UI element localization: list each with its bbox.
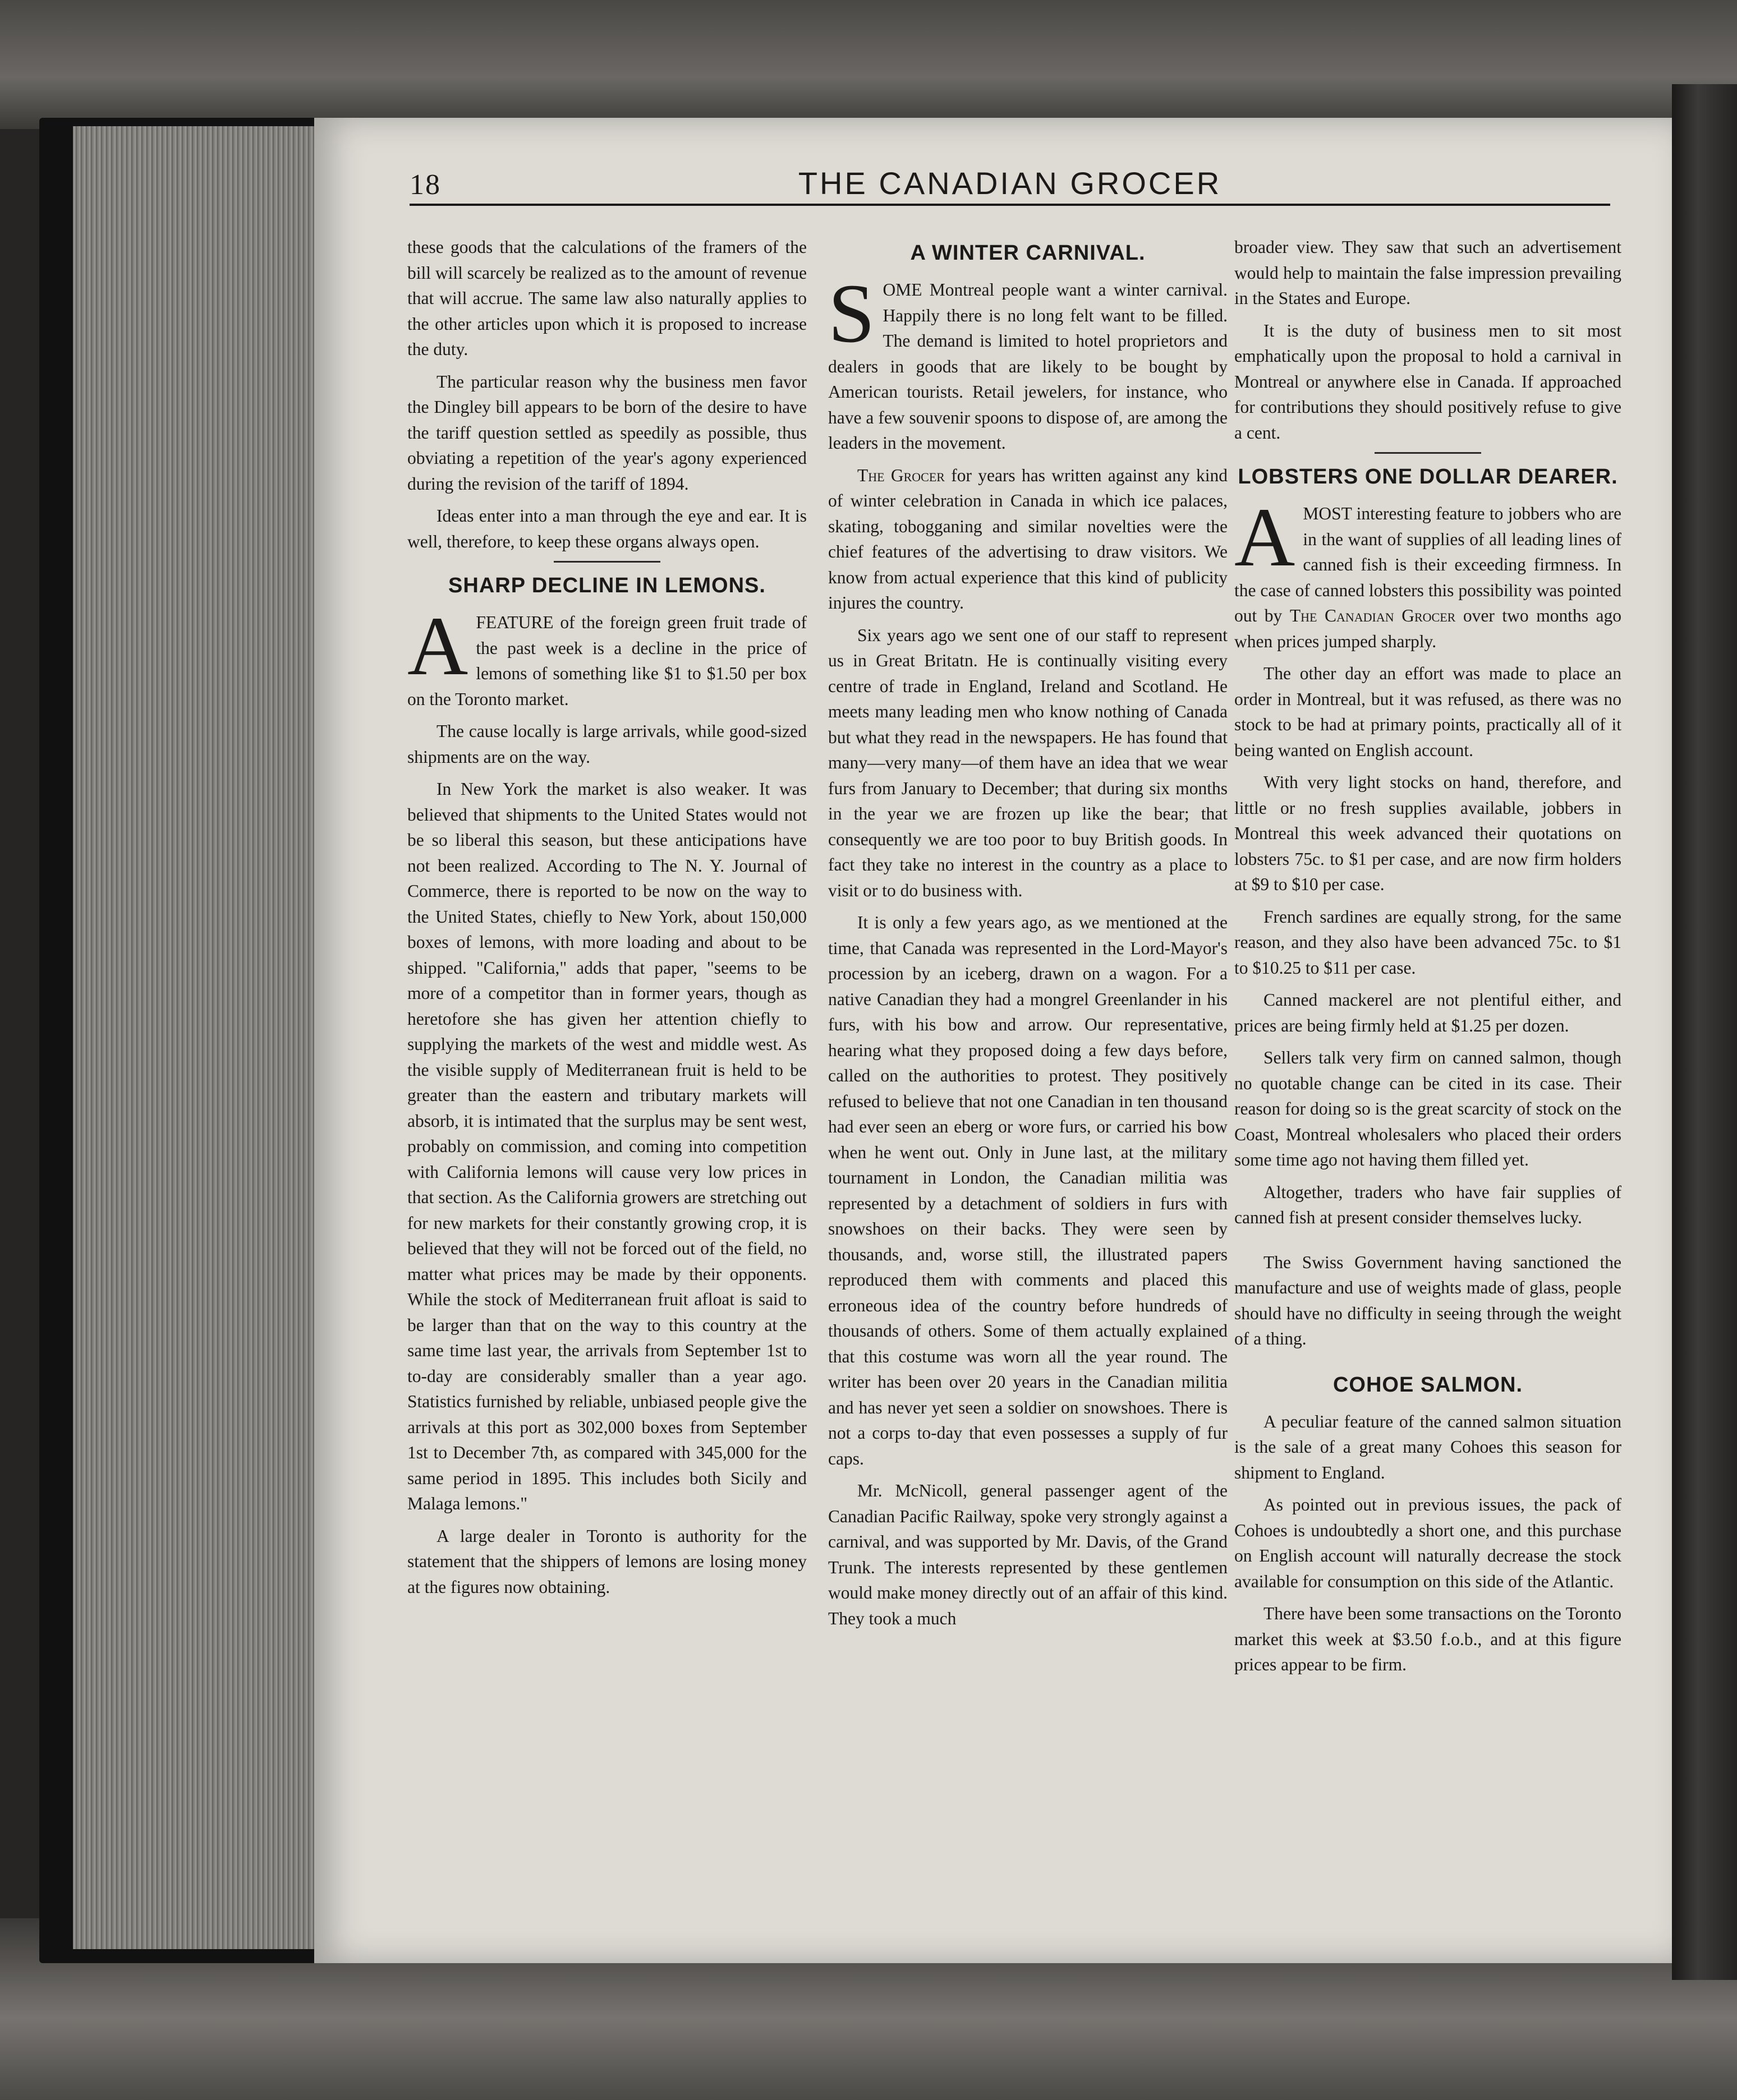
- lemons-paragraph-1: [407, 600, 807, 712]
- carnival-paragraph-2: [828, 463, 1228, 616]
- facing-page-edge: [1672, 84, 1737, 1980]
- scan-top-shadow: [0, 0, 1737, 129]
- ideas-paragraph: Ideas enter into a man through the eye and ear. It is well, therefore, to keep these organs always open.: [407, 506, 807, 551]
- lobsters-paragraph-1: [1234, 491, 1621, 654]
- page-number: 18: [410, 169, 441, 201]
- carnival-continued-2: It is the duty of business men to sit most emphatically upon the proposal to hold a carnival in Montreal or anywhere else in Canada. If approached for contributions they should positively refuse to give a cent.: [1234, 320, 1621, 443]
- lobsters-paragraph-2: The other day an effort was made to place an order in Montreal, but it was refused, as there was no stock to be had at primary points, practically all of it being wanted on English account.: [1234, 664, 1621, 760]
- lobsters-dropcap: A: [1234, 491, 1295, 584]
- salmon-paragraph-1: A peculiar feature of the canned salmon situation is the sale of a great many Cohoes this season for shipment to England.: [1234, 1411, 1621, 1482]
- masthead-title: THE CANADIAN GROCER: [798, 165, 1222, 201]
- lemons-paragraph-1-text: FEATURE of the foreign green fruit trade of the past week is a decline in the price of lemons of something like $1 to $1.50 per box on the Toronto market.: [407, 612, 807, 709]
- dingley-paragraph-2: The particular reason why the business men favor the Dingley bill appears to be born of the desire to have the tariff question settled as speedily as possible, thus obviating a repetition of the year's agony experienced during the revision of the tariff of 1894.: [407, 371, 807, 494]
- page-header: [410, 157, 1610, 208]
- carnival-paragraph-1-text: OME Montreal people want a winter carnival. Happily there is no long felt want to be filled. The demand is limited to hotel proprietors and dealers in goods that are likely to be bought by American tourists. Retail jewelers, for instance, who have a few souvenir spoons to dispose of, are among the leaders in the movement.: [828, 280, 1228, 453]
- lemons-dropcap: A: [407, 600, 468, 693]
- lemons-paragraph-2: The cause locally is large arrivals, while good-sized shipments are on the way.: [407, 721, 807, 767]
- carnival-paragraph-1: [828, 267, 1228, 456]
- salmon-paragraph-3: There have been some transactions on the Toronto market this week at $3.50 f.o.b., and at this figure prices appear to be firm.: [1234, 1604, 1621, 1674]
- lemons-headline: SHARP DECLINE IN LEMONS.: [448, 574, 766, 597]
- section-divider: [1375, 452, 1481, 454]
- dingley-paragraph-1: these goods that the calculations of the framers of the bill will scarcely be realized as to the amount of revenue that will accrue. The same law also naturally applies to the other articles upon which it is proposed to increase the duty.: [407, 237, 807, 359]
- salmon-paragraph-2: As pointed out in previous issues, the pack of Cohoes is undoubtedly a short one, and this purchase on English account will naturally decrease the stock available for consumption on this side of the Atlantic.: [1234, 1495, 1621, 1591]
- carnival-paragraph-5: Mr. McNicoll, general passenger agent of the Canadian Pacific Railway, spoke very strongly against a carnival, and was supported by Mr. Davis, of the Grand Trunk. The interests represented by these gentlemen would make money directly out of an affair of this kind. They took a much: [828, 1481, 1228, 1628]
- carnival-paragraph-4: It is only a few years ago, as we mentioned at the time, that Canada was represented in the Lord-Mayor's procession by an iceberg, drawn on a wagon. For a native Canadian they had a mongrel Greenlander in his furs, with his bow and arrow. Our representative, hearing what they proposed doing a few days before, called on the authorities to protest. They positively refused to believe that not one Canadian in ten thousand had ever seen an eberg or wore furs, or carried his bow when he went out. Only in June last, at the military tournament in London, the Canadian militia was represented by a detachment of soldiers in furs with snowshoes on their backs. They were seen by thousands, and, worse still, the illustrated papers reproduced them with comments and placed this erroneous idea of the country before hundreds of thousands of others. Some of them actually explained that this costume was worn all the year round. The writer has been over 20 years in the Canadian militia and has never yet seen a soldier on snowshoes. There is not a corps to-day that even possesses a supply of fur caps.: [828, 913, 1228, 1468]
- carnival-paragraph-2-text: for years has written against any kind of winter celebration in Canada in which ice palaces, skating, tobogganing and similar novelties were the chief features of the advertising to draw visitors. We know from actual experience that this kind of publicity injures the country.: [828, 465, 1228, 612]
- lemons-paragraph-3: In New York the market is also weaker. It was believed that shipments to the United States would not be so liberal this season, but these anticipations have not been realized. According to The N. Y. Journal of Commerce, there is reported to be now on the way to the United States, chiefly to New York, about 150,000 boxes of lemons, with more loading and about to be shipped. "California," adds that paper, "seems to be more of a competitor than in former years, though as heretofore she has given her attention chiefly to supplying the markets of the west and middle west. As the visible supply of Mediterranean fruit is held to be greater than the eastern and tributary markets will absorb, it is intimated that the surplus may be sent west, probably on commission, and coming into competition with California lemons will cause very low prices in that section. As the California growers are stretching out for new markets for their constantly growing crop, it is believed that they will not be forced out of the field, no matter what prices may be made by their opponents. While the stock of Mediterranean fruit afloat is said to be larger than that on the way to this country at the same time last year, the arrivals from September 1st to to-day are considerably smaller than a year ago. Statistics furnished by reliable, unbiased people give the arrivals at this port as 302,000 boxes from September 1st to December 7th, as compared with 345,000 for the same period in 1895. This includes both Sicily and Malaga lemons.": [407, 779, 807, 1513]
- lobsters-headline: LOBSTERS ONE DOLLAR DEARER.: [1238, 465, 1618, 489]
- column-2: [828, 234, 1228, 1945]
- lobsters-paragraph-4: French sardines are equally strong, for the same reason, and they also have been advanced 75c. to $1 to $10.25 to $11 per case.: [1234, 906, 1621, 978]
- column-3: [1234, 234, 1621, 1945]
- carnival-dropcap: S: [828, 267, 875, 360]
- swiss-paragraph: The Swiss Government having sanctioned the manufacture and use of weights made of glass, people should have no difficulty in seeing through the weight of a thing.: [1234, 1252, 1621, 1348]
- section-divider: [554, 561, 660, 563]
- carnival-continued-1: broader view. They saw that such an advertisement would help to maintain the false impression prevailing in the States and Europe.: [1234, 237, 1621, 308]
- lobsters-paragraph-1a: MOST interesting feature to jobbers who are in the want of supplies of all leading lines of canned fish is their exceeding firmness. In the case of canned lobsters this possibility was pointed out by: [1234, 504, 1621, 625]
- carnival-paragraph-3: Six years ago we sent one of our staff to represent us in Great Britatn. He is continually visiting every centre of trade in England, Ireland and Scotland. He meets many leading men who know nothing of Canada but what they read in the newspapers. He has found that many—very many—of them have an idea that we wear furs from January to December; that during six months in the year we are frozen up like the bear; that consequently we are too poor to buy British goods. In fact they take no interest in the country as a place to visit or to do business with.: [828, 625, 1228, 900]
- lobsters-paragraph-3: With very light stocks on hand, therefore, and little or no fresh supplies available, jobbers in Montreal this week advanced their quotations on lobsters 75c. to $1 per case, and are now firm holders at $9 to $10 per case.: [1234, 772, 1621, 894]
- salmon-headline: COHOE SALMON.: [1332, 1373, 1523, 1397]
- lobsters-paragraph-6: Sellers talk very firm on canned salmon, though no quotable change can be cited in its case. Their reason for doing so is the great scarcity of stock on the Coast, Montreal wholesalers who placed their orders some time ago not having them filled yet.: [1234, 1048, 1621, 1169]
- book-page-edges: [73, 126, 314, 1949]
- lobsters-paragraph-5: Canned mackerel are not plentiful either, and prices are being firmly held at $1.25 per dozen.: [1234, 990, 1621, 1035]
- grocer-name: The Grocer: [857, 465, 945, 485]
- lobsters-paragraph-1b: over two months ago when prices jumped sharply.: [1234, 606, 1621, 651]
- grocer-name: The Canadian Grocer: [1289, 606, 1456, 625]
- lobsters-paragraph-7: Altogether, traders who have fair supplies of canned fish at present consider themselves lucky.: [1234, 1182, 1621, 1227]
- carnival-headline: A WINTER CARNIVAL.: [910, 241, 1146, 265]
- lemons-paragraph-4: A large dealer in Toronto is authority for the statement that the shippers of lemons are losing money at the figures now obtaining.: [407, 1526, 807, 1597]
- column-1: [407, 234, 807, 1945]
- header-rule: [410, 204, 1610, 206]
